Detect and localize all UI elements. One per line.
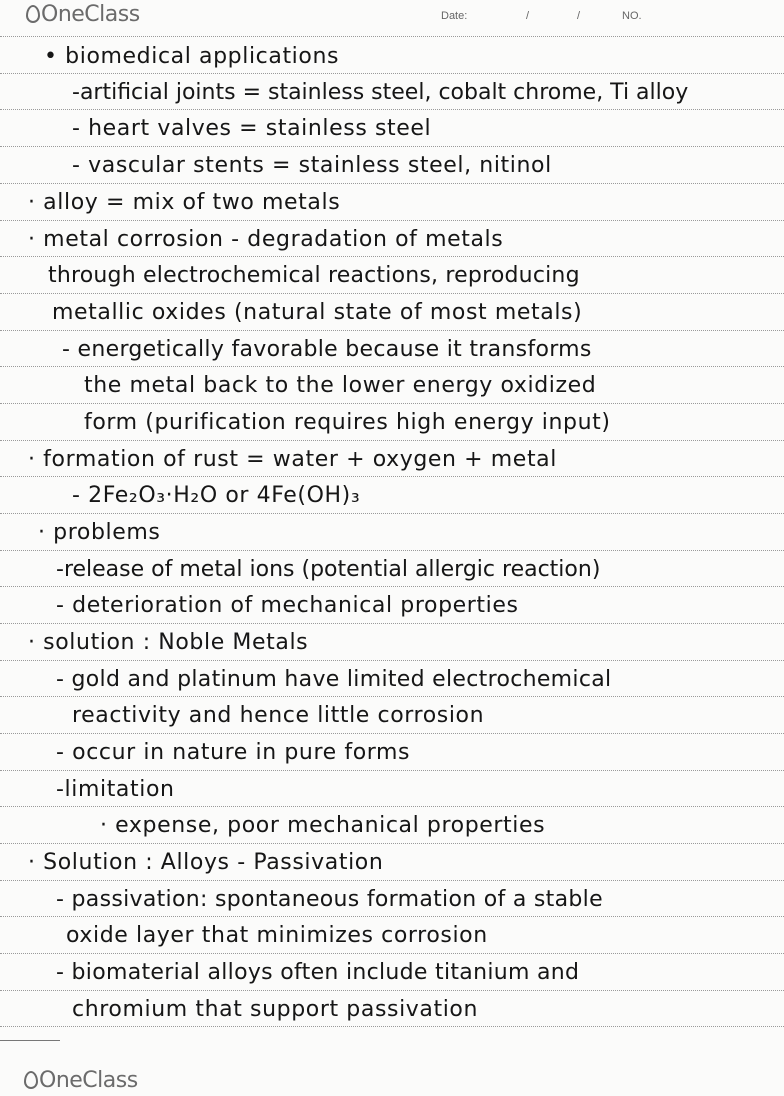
ruled-line [0, 1026, 784, 1027]
logo-text: OneClass [39, 1068, 138, 1093]
note-line: · alloy = mix of two metals [28, 190, 341, 215]
ruled-line [0, 586, 784, 587]
ruled-line [0, 953, 784, 954]
note-line: -artificial joints = stainless steel, cobalt chrome, Ti alloy [72, 80, 689, 105]
ruled-line [0, 330, 784, 331]
note-line: reactivity and hence little corrosion [72, 703, 485, 728]
date-label: Date: [441, 10, 468, 22]
date-separator: / [577, 10, 581, 22]
note-line: · Solution : Alloys - Passivation [28, 850, 384, 875]
ruled-line [0, 696, 784, 697]
note-line: through electrochemical reactions, reproducing [48, 263, 580, 288]
note-line: -release of metal ions (potential allergic reaction) [56, 557, 601, 582]
ruled-line [0, 916, 784, 917]
ruled-line [0, 513, 784, 514]
note-line: - passivation: spontaneous formation of a stable [56, 887, 603, 912]
logo-text: OneClass [41, 2, 140, 27]
note-line: · metal corrosion - degradation of metals [28, 227, 504, 252]
ruled-line [0, 843, 784, 844]
ruled-line [0, 220, 784, 221]
note-line: - energetically favorable because it transforms [62, 337, 592, 362]
note-line: - gold and platinum have limited electrochemical [56, 667, 612, 692]
ruled-line [0, 476, 784, 477]
note-line: - occur in nature in pure forms [56, 740, 411, 765]
ruled-line [0, 183, 784, 184]
ruled-line [0, 256, 784, 257]
note-line: • biomedical applications [44, 44, 340, 69]
ruled-line [0, 806, 784, 807]
note-line: oxide layer that minimizes corrosion [66, 923, 488, 948]
note-text: - vascular stents = stainless steel, nitinol [72, 153, 552, 178]
ruled-line [0, 366, 784, 367]
note-line: form (purification requires high energy input) [84, 410, 611, 435]
note-line: chromium that support passivation [72, 997, 479, 1022]
note-line: the metal back to the lower energy oxidized [84, 373, 597, 398]
ruled-line [0, 73, 784, 74]
ruled-line [0, 770, 784, 771]
ruled-line [0, 403, 784, 404]
ruled-line [0, 146, 784, 147]
number-label: NO. [622, 10, 642, 22]
note-line: metallic oxides (natural state of most metals) [52, 300, 583, 325]
leaf-icon [26, 5, 40, 23]
note-line: -limitation [56, 777, 175, 802]
ruled-line [0, 660, 784, 661]
ruled-line [0, 440, 784, 441]
note-line [72, 153, 552, 179]
note-line: - biomaterial alloys often include titanium and [56, 960, 580, 985]
ruled-line [0, 109, 784, 110]
ruled-line [0, 623, 784, 624]
ruled-line [0, 550, 784, 551]
note-line: · expense, poor mechanical properties [100, 813, 546, 838]
note-line: · formation of rust = water + oxygen + metal [28, 447, 557, 472]
oneclass-logo-footer [24, 1068, 138, 1093]
ruled-line [0, 293, 784, 294]
page-edge-mark [0, 1040, 60, 1041]
note-line: - 2Fe₂O₃·H₂O or 4Fe(OH)₃ [72, 483, 361, 508]
ruled-line [0, 36, 784, 37]
leaf-icon [24, 1071, 38, 1089]
oneclass-logo-header [26, 2, 140, 27]
ruled-line [0, 990, 784, 991]
ruled-line [0, 733, 784, 734]
date-separator: / [526, 10, 530, 22]
note-line: · problems [38, 520, 161, 545]
note-line: · solution : Noble Metals [28, 630, 309, 655]
ruled-line [0, 880, 784, 881]
note-line: - heart valves = stainless steel [72, 116, 432, 141]
note-line: - deterioration of mechanical properties [56, 593, 519, 618]
